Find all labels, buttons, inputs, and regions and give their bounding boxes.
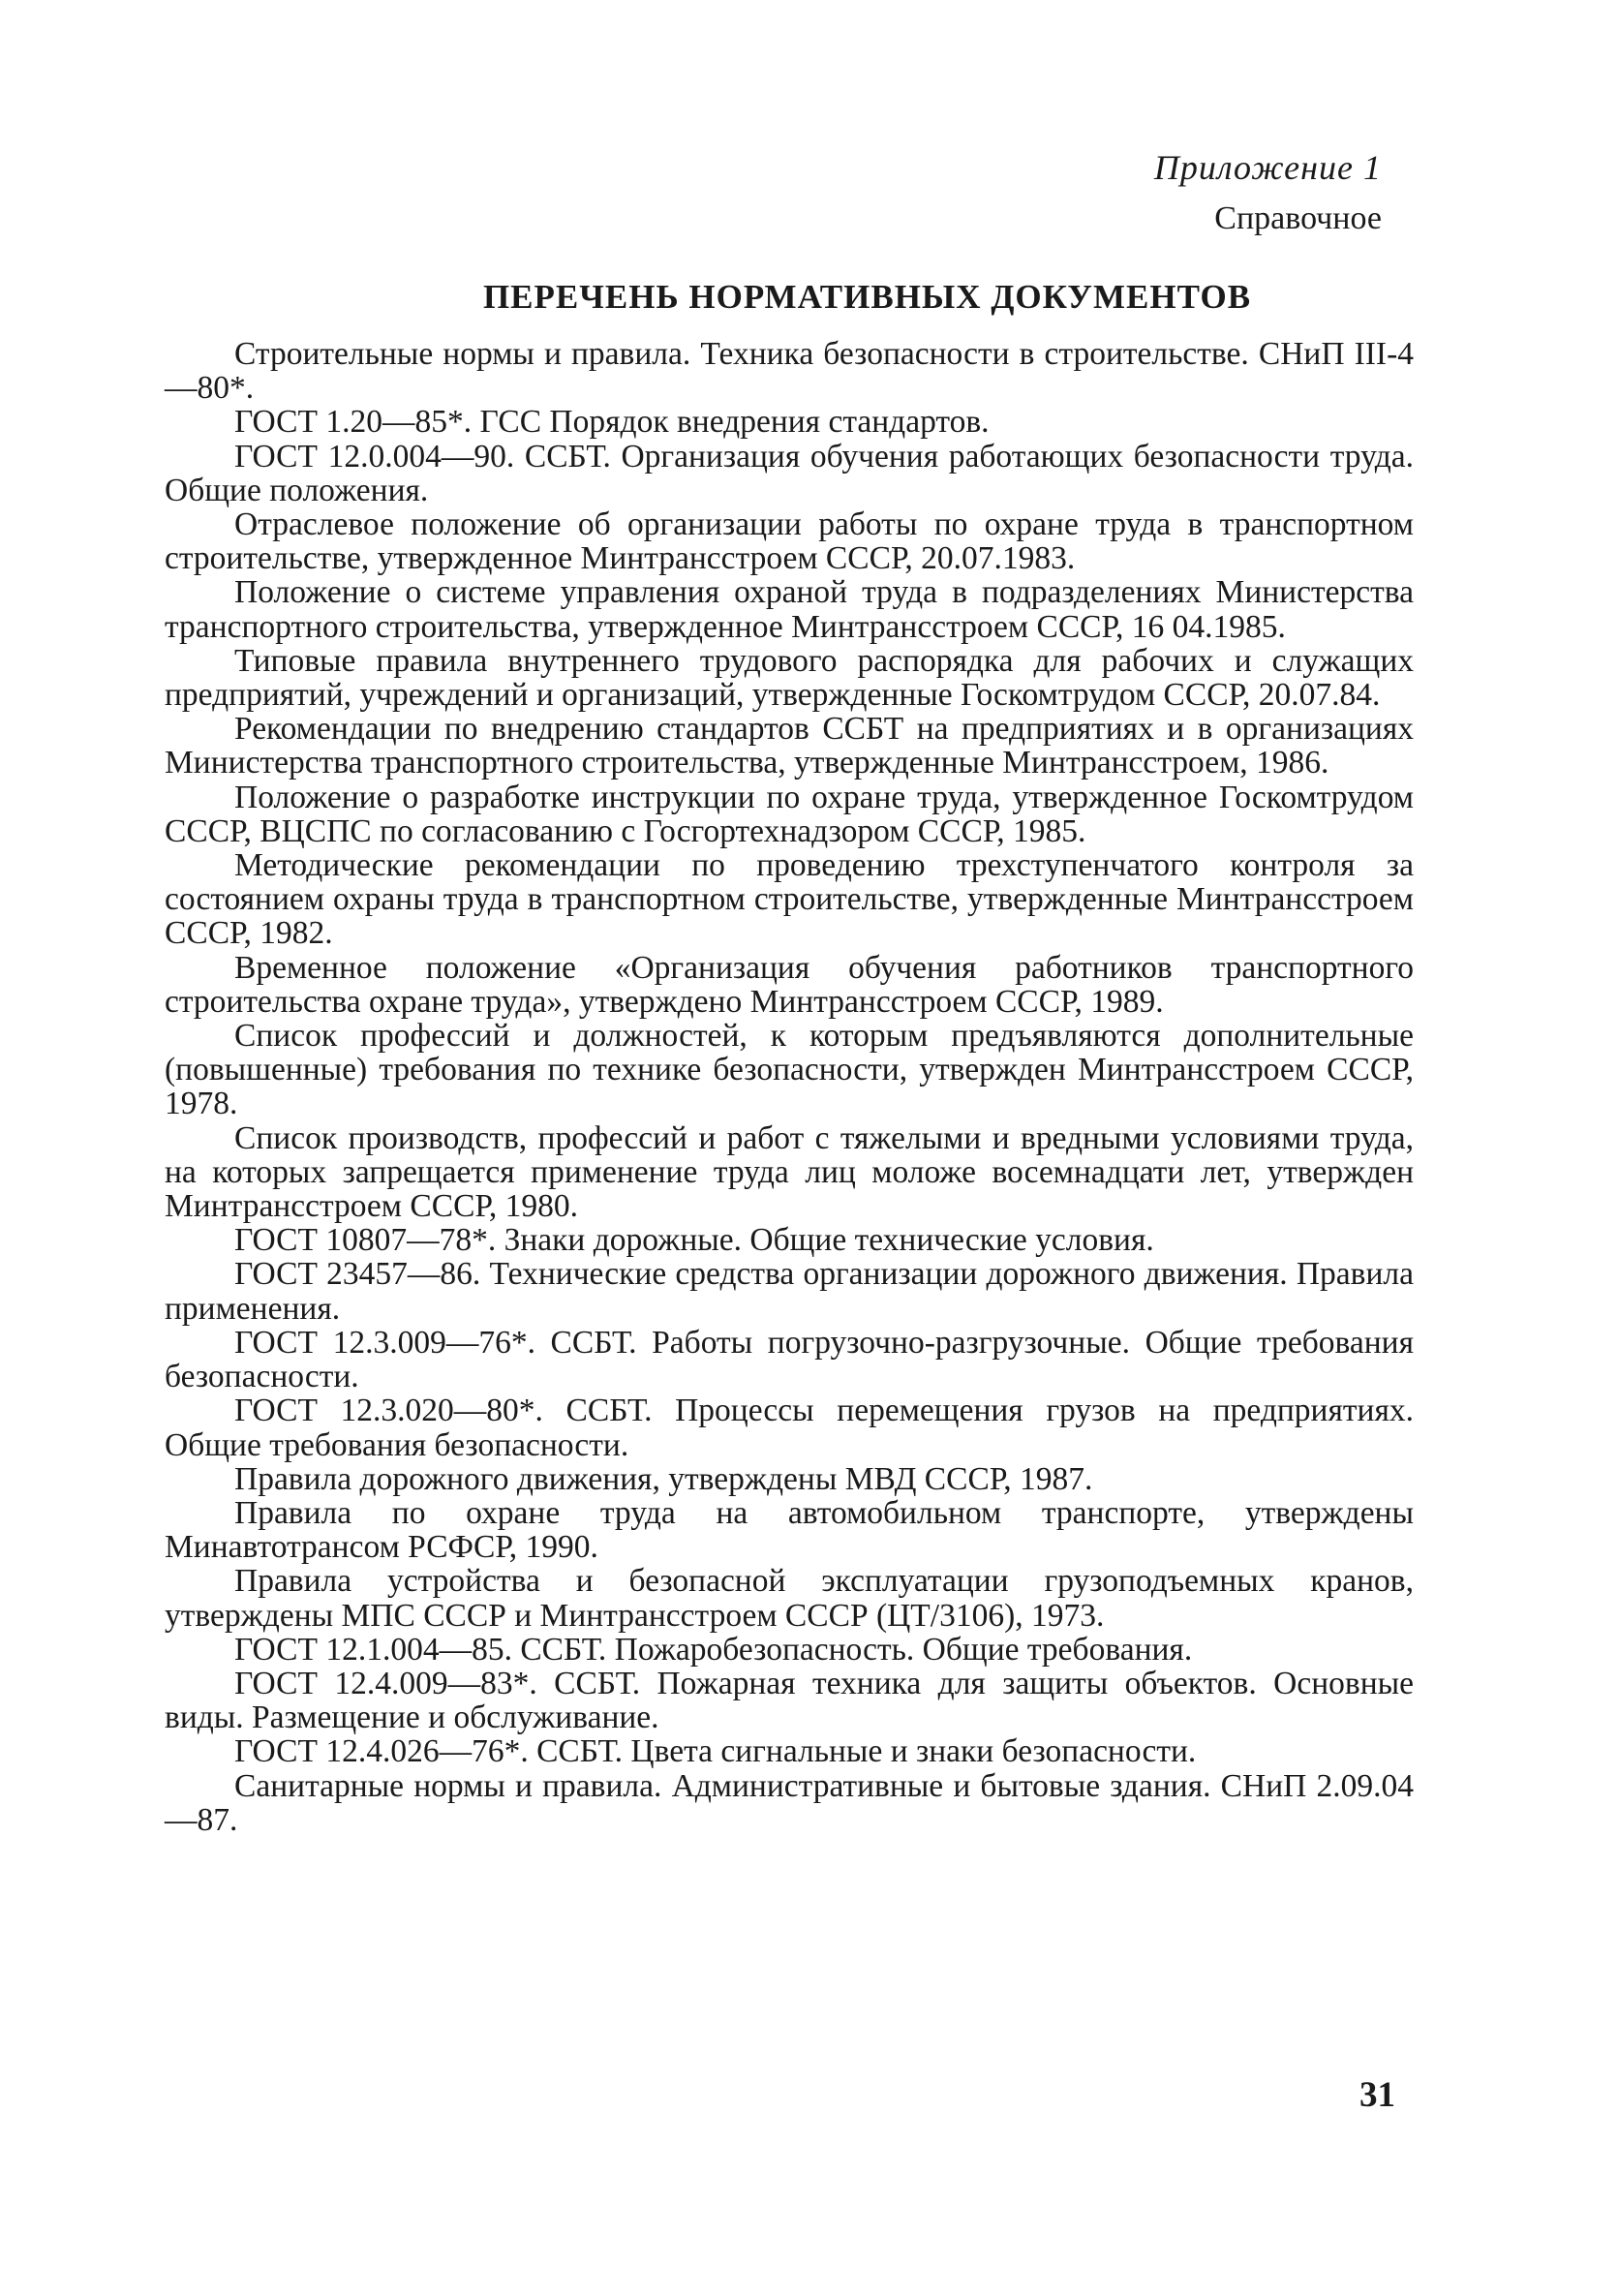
list-entry: ГОСТ 1.20—85*. ГСС Порядок внедрения стандартов. — [234, 404, 990, 441]
list-entry: Методические рекомендации по проведению трехступенчатого контроля за состоянием охраны труда в транспортном строительстве, утвержденные Минтрансстроем СССР, 1982. — [165, 847, 1414, 952]
list-entry: Строительные нормы и правила. Техника безопасности в строительстве. СНиП III-4—80*. — [165, 336, 1414, 407]
document-list — [165, 337, 1414, 1837]
appendix-type: Справочное — [1214, 200, 1382, 236]
list-entry: Список профессий и должностей, к которым предъявляются дополнительные (повышенные) требования по технике безопасности, утвержден Минтрансстроем СССР, 1978. — [165, 1018, 1414, 1122]
page-number: 31 — [1359, 2075, 1395, 2115]
list-entry: ГОСТ 23457—86. Технические средства организации дорожного движения. Правила применения. — [165, 1256, 1414, 1327]
list-entry: ГОСТ 12.3.009—76*. ССБТ. Работы погрузочно-разгрузочные. Общие требования безопасности. — [165, 1324, 1414, 1395]
list-entry: Правила дорожного движения, утверждены МВД СССР, 1987. — [234, 1460, 1093, 1497]
list-entry: ГОСТ 12.0.004—90. ССБТ. Организация обучения работающих безопасности труда. Общие положения. — [165, 438, 1414, 508]
appendix-label: Приложение 1 — [1153, 148, 1382, 187]
document-title: ПЕРЕЧЕНЬ НОРМАТИВНЫХ ДОКУМЕНТОВ — [482, 278, 1252, 316]
list-entry: Положение о системе управления охраной труда в подразделениях Министерства транспортного строительства, утвержденное Минтрансстроем СССР, 16 04.1985. — [165, 574, 1414, 645]
list-entry: Список производств, профессий и работ с тяжелыми и вредными условиями труда, на которых запрещается применение труда лиц моложе восемнадцати лет, утвержден Минтрансстроем СССР, 1980. — [165, 1119, 1414, 1225]
list-entry: Положение о разработке инструкции по охране труда, утвержденное Госкомтрудом СССР, ВЦСПС по согласованию с Госгортехнадзором СССР, 1985. — [165, 779, 1414, 849]
list-entry: ГОСТ 12.3.020—80*. ССБТ. Процессы перемещения грузов на предприятиях. Общие требования безопасности. — [165, 1393, 1414, 1463]
list-entry: ГОСТ 10807—78*. Знаки дорожные. Общие технические условия. — [234, 1222, 1154, 1259]
list-entry: ГОСТ 12.1.004—85. ССБТ. Пожаробезопасность. Общие требования. — [234, 1631, 1193, 1668]
list-entry: Правила по охране труда на автомобильном транспорте, утверждены Минавтотрансом РСФСР, 1990. — [165, 1494, 1414, 1566]
list-entry: Отраслевое положение об организации работы по охране труда в транспортном строительстве, утвержденное Минтрансстроем СССР, 20.07.1983. — [165, 506, 1414, 577]
list-entry: Санитарные нормы и правила. Административные и бытовые здания. СНиП 2.09.04—87. — [165, 1767, 1414, 1838]
list-entry: ГОСТ 12.4.026—76*. ССБТ. Цвета сигнальные и знаки безопасности. — [234, 1733, 1197, 1770]
list-entry: Типовые правила внутреннего трудового распорядка для рабочих и служащих предприятий, учреждений и организаций, утвержденные Госкомтрудом СССР, 20.07.84. — [165, 642, 1414, 714]
list-entry: ГОСТ 12.4.009—83*. ССБТ. Пожарная техника для защиты объектов. Основные виды. Размещение и обслуживание. — [165, 1665, 1414, 1736]
list-entry: Правила устройства и безопасной эксплуатации грузоподъемных кранов, утверждены МПС СССР и Минтрансстроем СССР (ЦТ/3106), 1973. — [165, 1563, 1414, 1634]
list-entry: Временное положение «Организация обучения работников транспортного строительства охране труда», утверждено Минтрансстроем СССР, 1989. — [165, 949, 1414, 1020]
list-entry: Рекомендации по внедрению стандартов ССБТ на предприятиях и в организациях Министерства транспортного строительства, утвержденные Минтрансстроем, 1986. — [165, 711, 1414, 781]
